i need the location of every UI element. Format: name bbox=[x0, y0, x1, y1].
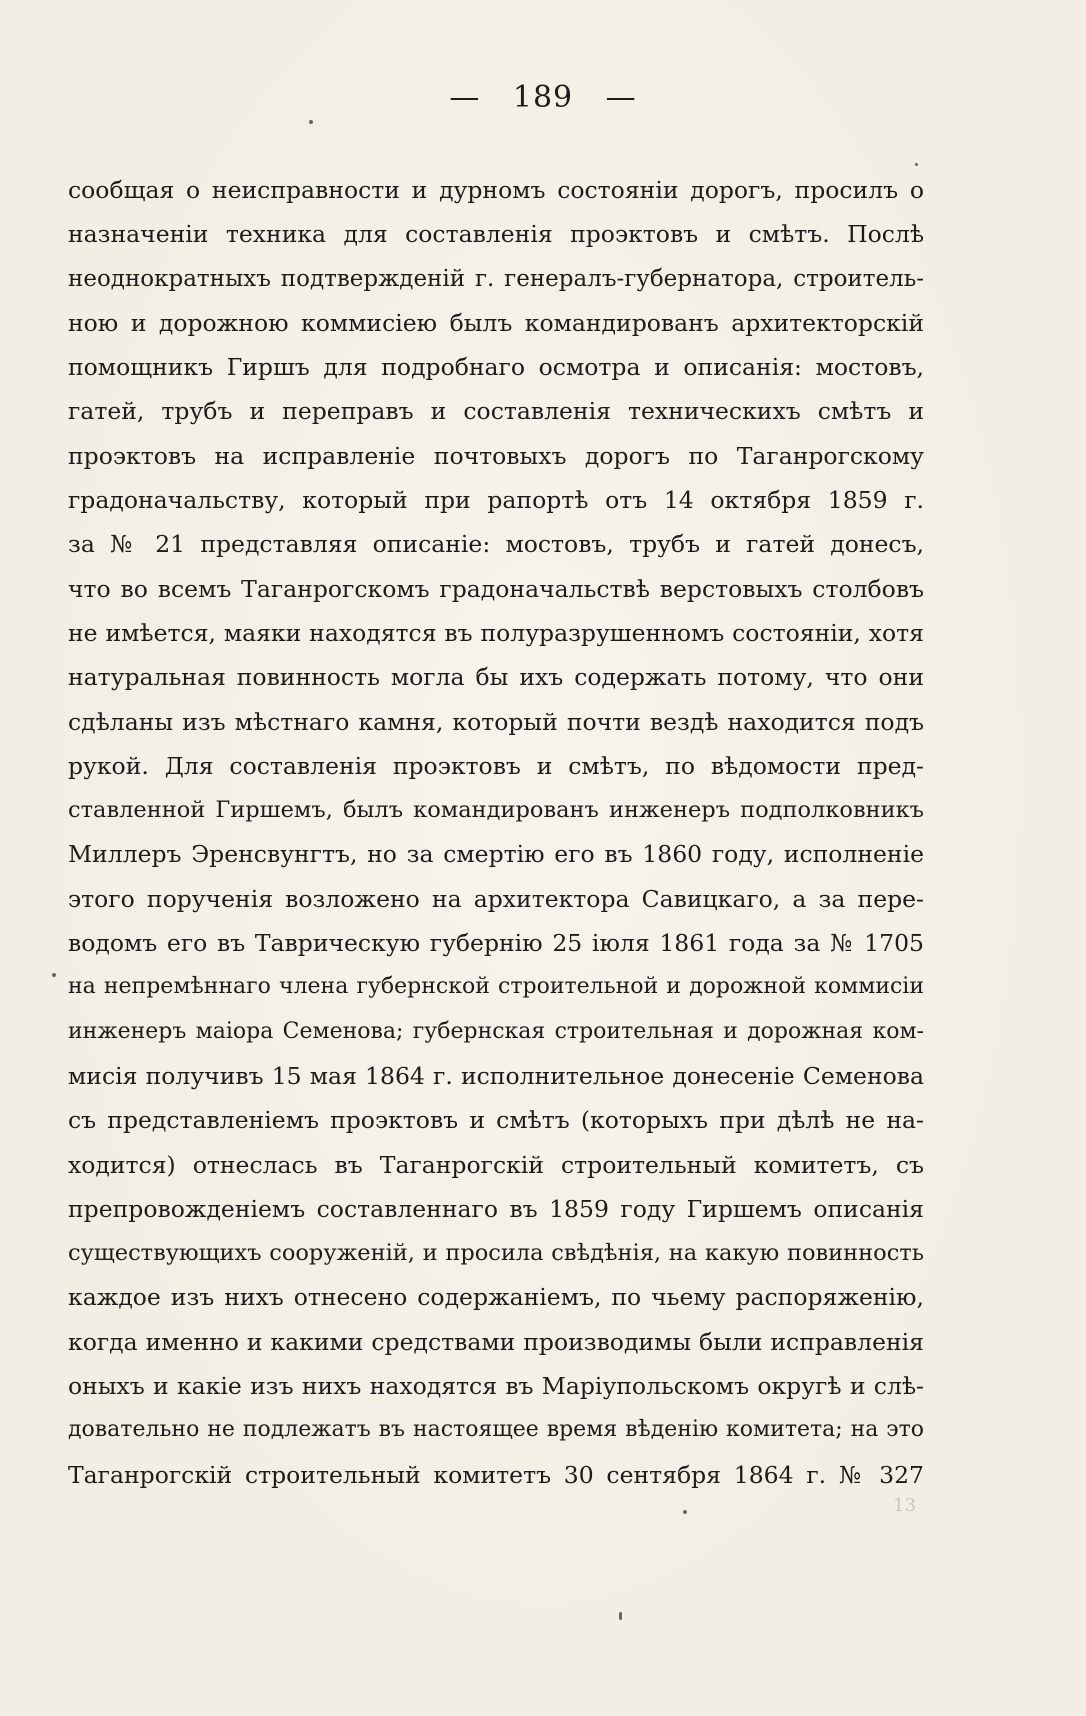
text-line: проэктовъ на исправленіе почтовыхъ дорогъ по Таганрогскому bbox=[68, 441, 924, 470]
text-line: неоднократныхъ подтвержденій г. генералъ-губернатора, строитель- bbox=[68, 265, 924, 292]
text-line: за № 21 представляя описаніе: мостовъ, трубъ и гатей донесъ, bbox=[68, 530, 924, 559]
signature-mark: 13 bbox=[893, 1495, 916, 1516]
text-line: ставленной Гиршемъ, былъ командированъ инженеръ подполковникъ bbox=[68, 797, 924, 824]
ink-speck bbox=[619, 1612, 622, 1620]
ink-speck bbox=[915, 163, 918, 166]
text-line: сообщая о неисправности и дурномъ состояніи дорогъ, просилъ о bbox=[68, 176, 924, 204]
ink-speck bbox=[309, 120, 313, 124]
text-line: назначеніи техника для составленія проэктовъ и смѣтъ. Послѣ bbox=[68, 220, 924, 249]
text-line: ходится) отнеслась въ Таганрогскій строительный комитетъ, съ bbox=[68, 1150, 924, 1179]
body-text bbox=[68, 168, 924, 1497]
text-line: довательно не подлежатъ въ настоящее время вѣденію комитета; на это bbox=[68, 1417, 924, 1443]
ink-speck bbox=[683, 1510, 687, 1514]
text-line: Миллеръ Эренсвунгтъ, но за смертію его въ 1860 году, исполненіе bbox=[68, 840, 924, 869]
text-line: помощникъ Гиршъ для подробнаго осмотра и описанія: мостовъ, bbox=[68, 353, 924, 382]
ink-speck bbox=[52, 973, 56, 977]
text-line: когда именно и какими средствами производимы были исправленія bbox=[68, 1327, 924, 1356]
text-line: рукой. Для составленія проэктовъ и смѣтъ, по вѣдомости пред- bbox=[68, 751, 924, 780]
text-line: не имѣется, маяки находятся въ полуразрушенномъ состояніи, хотя bbox=[68, 618, 924, 647]
text-line: на непремѣннаго члена губернской строительной и дорожной коммисіи bbox=[68, 974, 924, 1000]
text-line: гатей, трубъ и переправъ и составленія техническихъ смѣтъ и bbox=[68, 397, 924, 426]
text-line: этого порученія возложено на архитектора Савицкаго, а за пере- bbox=[68, 884, 924, 913]
text-line: ною и дорожною коммисіею былъ командированъ архитекторскій bbox=[68, 308, 924, 337]
header-dash-right: — bbox=[605, 80, 637, 115]
text-line: Таганрогскій строительный комитетъ 30 сентября 1864 г. № 327 bbox=[68, 1460, 924, 1489]
text-line: мисія получивъ 15 мая 1864 г. исполнительное донесеніе Семенова bbox=[68, 1061, 924, 1090]
page-header bbox=[0, 78, 1086, 118]
text-line: сдѣланы изъ мѣстнаго камня, который почти вездѣ находится подъ bbox=[68, 707, 924, 736]
text-line: существующихъ сооруженій, и просила свѣдѣнія, на какую повинность bbox=[68, 1240, 924, 1267]
text-line: съ представленіемъ проэктовъ и смѣтъ (которыхъ при дѣлѣ не на- bbox=[68, 1106, 924, 1135]
page-number: 189 bbox=[512, 80, 574, 115]
text-line: препровожденіемъ составленнаго въ 1859 году Гиршемъ описанія bbox=[68, 1194, 924, 1223]
text-line: водомъ его въ Таврическую губернію 25 іюля 1861 года за № 1705 bbox=[68, 929, 924, 958]
text-line: инженеръ маіора Семенова; губернская строительная и дорожная ком- bbox=[68, 1018, 924, 1044]
text-line: оныхъ и какіе изъ нихъ находятся въ Маріупольскомъ округѣ и слѣ- bbox=[68, 1372, 924, 1401]
header-dash-left: — bbox=[449, 80, 481, 115]
text-line: что во всемъ Таганрогскомъ градоначальствѣ верстовыхъ столбовъ bbox=[68, 574, 924, 603]
text-line: натуральная повинность могла бы ихъ содержать потому, что они bbox=[68, 663, 924, 692]
text-line: градоначальству, который при рапортѣ отъ 14 октября 1859 г. bbox=[68, 486, 924, 515]
text-line: каждое изъ нихъ отнесено содержаніемъ, по чьему распоряженію, bbox=[68, 1283, 924, 1312]
